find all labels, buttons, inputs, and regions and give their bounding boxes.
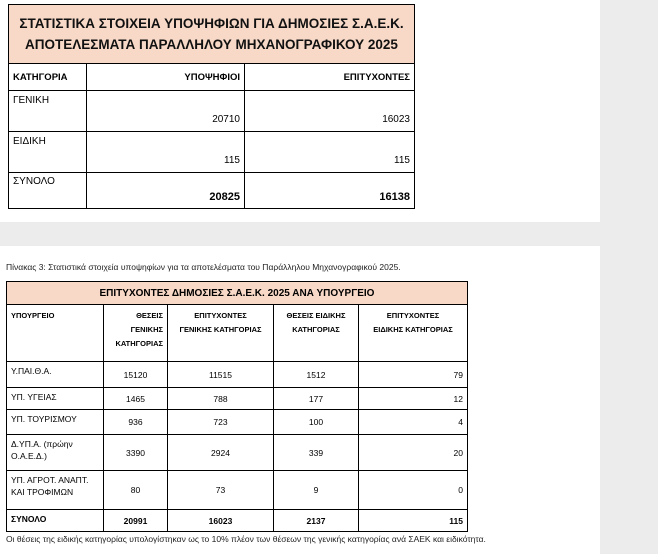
ministry-name-line: Δ.ΥΠ.Α. (πρώην: [11, 439, 73, 449]
special-seats: 100: [274, 410, 359, 435]
total-special-seats: 2137: [274, 510, 359, 532]
table-row: [9, 132, 415, 173]
ministry-name-line: ΚΑΙ ΤΡΟΦΙΜΩΝ: [11, 487, 74, 497]
general-successful: 723: [168, 410, 274, 435]
general-seats: 80: [104, 471, 168, 510]
table1-title: [9, 5, 415, 64]
table2-title: ΕΠΙΤΥΧΟΝΤΕΣ ΔΗΜΟΣΙΕΣ Σ.Α.Ε.Κ. 2025 ΑΝΑ ΥΠΟΥΡΓΕΙΟ: [7, 282, 468, 305]
header-candidates: ΥΠΟΨΗΦΙΟΙ: [87, 64, 245, 91]
header-line: ΚΑΤΗΓΟΡΙΑΣ: [292, 325, 340, 334]
header-line: ΘΕΣΕΙΣ: [136, 311, 163, 320]
table-row: [7, 362, 468, 388]
table-row: [7, 471, 468, 510]
row-category: ΕΙΔΙΚΗ: [9, 132, 87, 173]
table-row-total: [9, 173, 415, 209]
table-footnote: Οι θέσεις της ειδικής κατηγορίας υπολογίστηκαν ως το 10% πλέον των θέσεων της γενικής κατηγορίας ανά ΣΑΕΚ και ειδικότητα.: [6, 534, 486, 544]
special-successful: 20: [359, 435, 468, 471]
candidates-statistics-table: [8, 4, 415, 209]
row-category: ΓΕΝΙΚΗ: [9, 91, 87, 132]
row-category: ΣΥΝΟΛΟ: [9, 173, 87, 209]
general-seats: 1465: [104, 388, 168, 410]
header-category: ΚΑΤΗΓΟΡΙΑ: [9, 64, 87, 91]
general-seats: 15120: [104, 362, 168, 388]
ministry-name-line: Υ.ΠΑΙ.Θ.Α.: [11, 366, 52, 376]
total-special-successful: 115: [359, 510, 468, 532]
header-line: ΓΕΝΙΚΗΣ: [130, 325, 163, 334]
table-row-total: [7, 510, 468, 532]
header-successful: ΕΠΙΤΥΧΟΝΤΕΣ: [245, 64, 415, 91]
row-candidates: 20825: [87, 173, 245, 209]
special-successful: 4: [359, 410, 468, 435]
header-special-seats: [274, 305, 359, 362]
table-row: [7, 388, 468, 410]
row-successful: 16023: [245, 91, 415, 132]
header-general-successful: [168, 305, 274, 362]
ministry-name: [7, 435, 104, 471]
table1-panel: [0, 0, 600, 222]
total-general-successful: 16023: [168, 510, 274, 532]
special-seats: 9: [274, 471, 359, 510]
header-ministry: ΥΠΟΥΡΓΕΙΟ: [7, 305, 104, 362]
general-seats: 936: [104, 410, 168, 435]
special-seats: 339: [274, 435, 359, 471]
ministry-name: [7, 471, 104, 510]
header-special-successful: [359, 305, 468, 362]
ministry-name-line: ΥΠ. ΑΓΡΟΤ. ΑΝΑΠΤ.: [11, 475, 89, 485]
general-seats: 3390: [104, 435, 168, 471]
special-successful: 12: [359, 388, 468, 410]
header-line: ΚΑΤΗΓΟΡΙΑΣ: [115, 339, 163, 348]
row-successful: 16138: [245, 173, 415, 209]
header-line: ΘΕΣΕΙΣ ΕΙΔΙΚΗΣ: [286, 311, 346, 320]
general-successful: 788: [168, 388, 274, 410]
general-successful: 11515: [168, 362, 274, 388]
special-successful: 0: [359, 471, 468, 510]
header-line: ΓΕΝΙΚΗΣ ΚΑΤΗΓΟΡΙΑΣ: [179, 325, 262, 334]
successful-by-ministry-table: [6, 281, 468, 532]
header-general-seats: [104, 305, 168, 362]
special-seats: 1512: [274, 362, 359, 388]
row-successful: 115: [245, 132, 415, 173]
ministry-name: [7, 388, 104, 410]
special-successful: 79: [359, 362, 468, 388]
table1-title-line1: ΣΤΑΤΙΣΤΙΚΑ ΣΤΟΙΧΕΙΑ ΥΠΟΨΗΦΙΩΝ ΓΙΑ ΔΗΜΟΣΙΕΣ Σ.Α.Ε.Κ.: [19, 16, 404, 31]
table1-title-line2: ΑΠΟΤΕΛΕΣΜΑΤΑ ΠΑΡΑΛΛΗΛΟΥ ΜΗΧΑΝΟΓΡΑΦΙΚΟΥ 2025: [25, 37, 398, 52]
ministry-name-line: Ο.Α.Ε.Δ.): [11, 451, 47, 461]
table-row: [7, 410, 468, 435]
header-line: ΕΠΙΤΥΧΟΝΤΕΣ: [194, 311, 247, 320]
general-successful: 2924: [168, 435, 274, 471]
total-label: ΣΥΝΟΛΟ: [7, 510, 104, 532]
table-row: [7, 435, 468, 471]
header-line: ΕΠΙΤΥΧΟΝΤΕΣ: [386, 311, 440, 320]
table-caption: Πίνακας 3: Στατιστικά στοιχεία υποψηφίων για τα αποτελέσματα του Παράλληλου Μηχανογραφικού 2025.: [6, 262, 401, 272]
general-successful: 73: [168, 471, 274, 510]
ministry-name-line: ΥΠ. ΥΓΕΙΑΣ: [11, 392, 57, 402]
special-seats: 177: [274, 388, 359, 410]
ministry-name: [7, 362, 104, 388]
ministry-name: [7, 410, 104, 435]
row-candidates: 115: [87, 132, 245, 173]
ministry-name-line: ΥΠ. ΤΟΥΡΙΣΜΟΥ: [11, 414, 77, 424]
header-line: ΕΙΔΙΚΗΣ ΚΑΤΗΓΟΡΙΑΣ: [373, 325, 453, 334]
row-candidates: 20710: [87, 91, 245, 132]
total-general-seats: 20991: [104, 510, 168, 532]
table-row: [9, 91, 415, 132]
